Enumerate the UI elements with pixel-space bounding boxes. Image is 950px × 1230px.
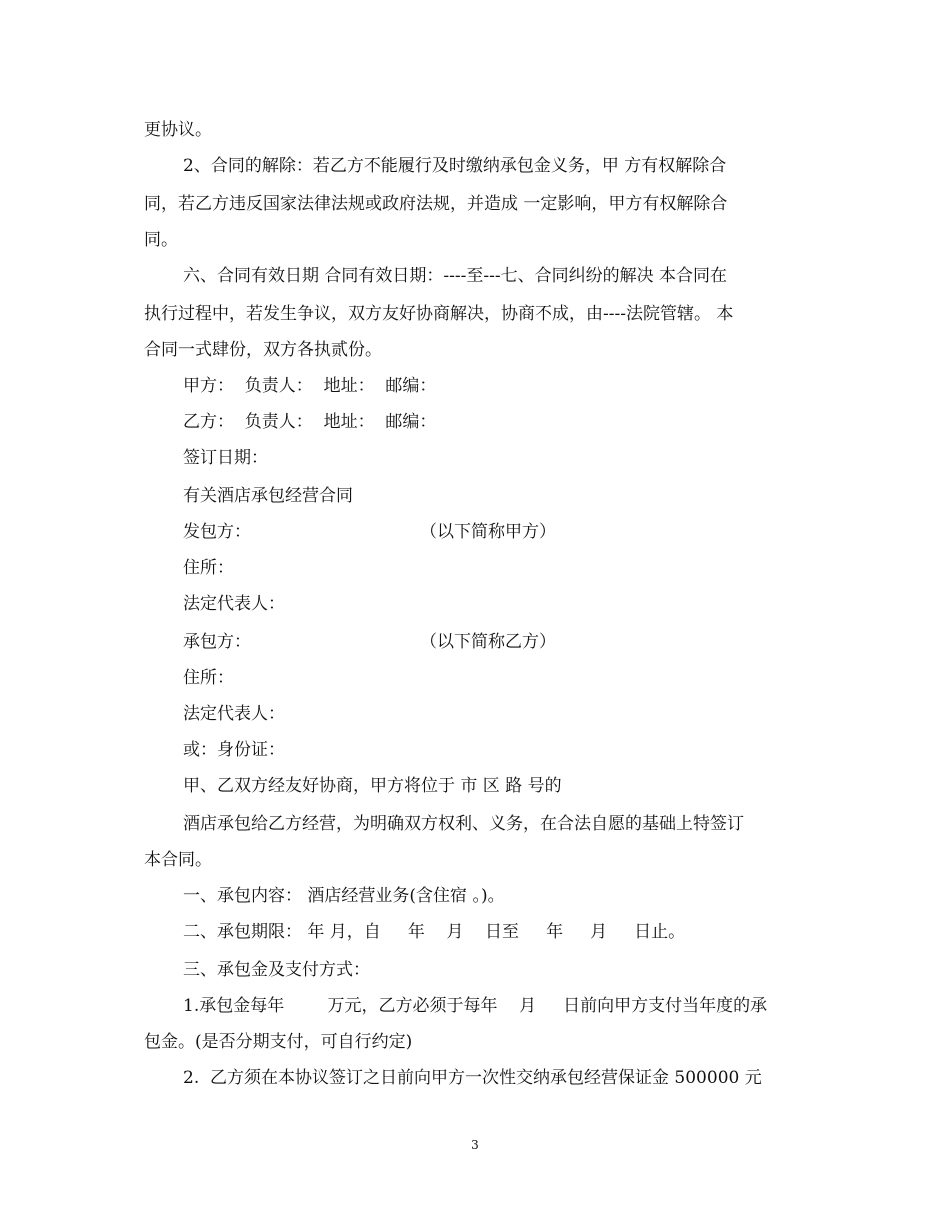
text-line: 甲方： 负责人： 地址： 邮编： [183, 376, 437, 396]
text-line: 酒店承包给乙方经营，为明确双方权利、义务，在合法自愿的基础上特签订 [183, 814, 744, 834]
text-line: 本合同。 [144, 850, 212, 870]
text-line: 2. 乙方须在本协议签订之日前向甲方一次性交纳承包经营保证金 500000 元 [183, 1068, 762, 1088]
text-line: 二、承包期限： 年 月，自 年 月 日至 年 月 日止。 [183, 922, 686, 942]
text-line: 住所： [183, 558, 234, 578]
text-line: 更协议。 [144, 120, 212, 140]
text-line: 或：身份证： [183, 740, 285, 760]
text-line: 签订日期： [183, 448, 268, 468]
text-line: 承包方： [183, 632, 251, 652]
text-line: （以下简称乙方） [420, 632, 556, 652]
text-line: 六、合同有效日期 合同有效日期：----至---七、合同纠纷的解决 本合同在 [183, 266, 728, 286]
text-line: 2、合同的解除：若乙方不能履行及时缴纳承包金义务，甲 方有权解除合 [183, 156, 727, 176]
page-number: 3 [471, 1138, 479, 1152]
text-line: 甲、乙双方经友好协商，甲方将位于 市 区 路 号的 [183, 776, 562, 796]
text-line: 执行过程中，若发生争议，双方友好协商解决，协商不成，由----法院管辖。 本 [144, 304, 734, 324]
text-line: 三、承包金及支付方式： [183, 960, 370, 980]
text-line: 乙方： 负责人： 地址： 邮编： [183, 412, 437, 432]
text-line: 发包方： [183, 522, 251, 542]
text-line: 包金。(是否分期支付，可自行约定) [144, 1032, 413, 1052]
text-line: 法定代表人： [183, 594, 285, 614]
text-line: 1.承包金每年 万元，乙方必须于每年 月 日前向甲方支付当年度的承 [183, 996, 768, 1016]
text-line: 住所： [183, 668, 234, 688]
text-line: 合同一式肆份，双方各执贰份。 [144, 340, 382, 360]
text-line: 同，若乙方违反国家法律法规或政府法规，并造成 一定影响，甲方有权解除合 [144, 194, 728, 214]
text-line: 一、承包内容： 酒店经营业务(含住宿 。)。 [183, 886, 505, 906]
contract-title: 有关酒店承包经营合同 [183, 486, 353, 506]
text-line: 法定代表人： [183, 704, 285, 724]
text-line: （以下简称甲方） [420, 522, 556, 542]
text-line: 同。 [144, 230, 178, 250]
